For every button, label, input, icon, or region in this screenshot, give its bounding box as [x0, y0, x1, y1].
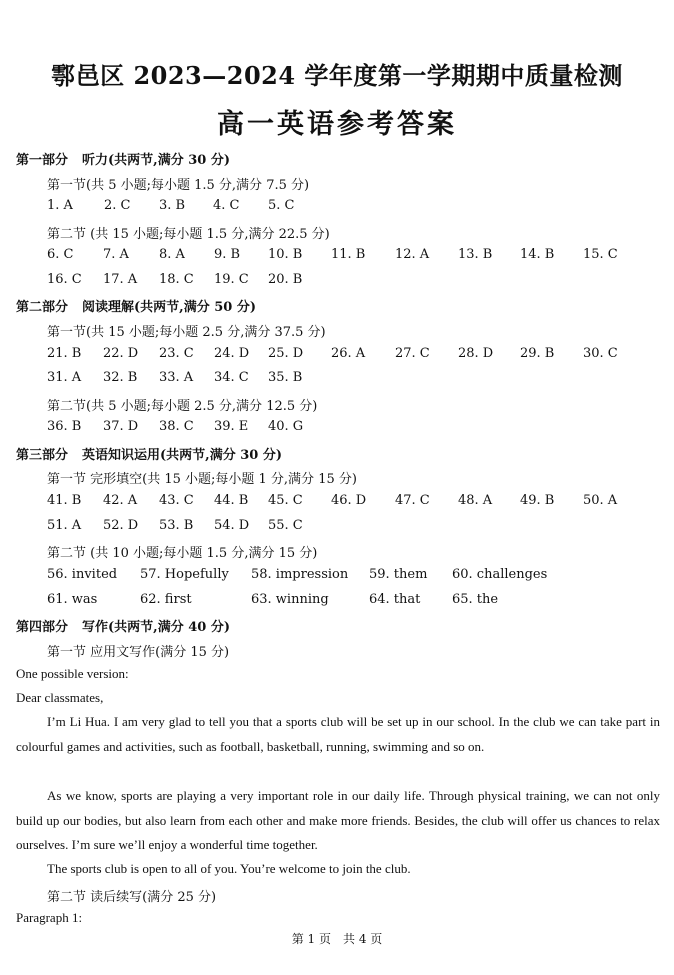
part1-desc: 听力(共两节,满分 30 分) — [82, 153, 230, 168]
answer-item: 60. challenges — [452, 567, 548, 582]
answer-item: 13. B — [458, 247, 493, 262]
part1-name: 第一部分 — [16, 153, 69, 168]
answer-item: 40. G — [268, 419, 304, 434]
answer-item: 56. invited — [47, 567, 118, 582]
version-label: One possible version: — [16, 666, 129, 681]
answer-item: 23. C — [159, 346, 194, 361]
answer-item: 6. C — [47, 247, 74, 262]
answer-item: 57. Hopefully — [140, 567, 229, 582]
answer-item: 63. winning — [251, 592, 329, 607]
answer-item: 24. D — [214, 346, 250, 361]
answer-item: 3. B — [159, 198, 186, 213]
answer-item: 55. C — [268, 518, 303, 533]
answer-item: 39. E — [214, 419, 249, 434]
part3-section1-heading: 第一节 完形填空(共 15 小题;每小题 1 分,满分 15 分) — [47, 472, 357, 487]
answer-item: 1. A — [47, 198, 73, 213]
part2-section1-heading: 第一节(共 15 小题;每小题 2.5 分,满分 37.5 分) — [47, 325, 326, 340]
answer-item: 65. the — [452, 592, 499, 607]
answer-item: 37. D — [103, 419, 139, 434]
answer-item: 12. A — [395, 247, 430, 262]
answer-item: 53. B — [159, 518, 194, 533]
answer-item: 25. D — [268, 346, 304, 361]
letter-paragraph-1: I’m Li Hua. I am very glad to tell you that a sports club will be set up in our school. In the club we can take part in colourful games and activities, such as football, basketball, running, swimming and so on. — [16, 714, 660, 754]
answer-item: 36. B — [47, 419, 82, 434]
answer-item: 9. B — [214, 247, 241, 262]
answer-item: 16. C — [47, 272, 82, 287]
part4-heading — [16, 616, 230, 635]
part2-desc: 阅读理解(共两节,满分 50 分) — [82, 300, 256, 315]
answer-item: 45. C — [268, 493, 303, 508]
part1-heading — [16, 149, 230, 168]
answer-item: 14. B — [520, 247, 555, 262]
page-subtitle: 高一英语参考答案 — [217, 109, 457, 140]
answer-item: 17. A — [103, 272, 138, 287]
part2-section2-heading: 第二节(共 5 小题;每小题 2.5 分,满分 12.5 分) — [47, 399, 318, 414]
answer-item: 19. C — [214, 272, 249, 287]
answer-item: 41. B — [47, 493, 82, 508]
page-title: 鄠邑区 2023—2024 学年度第一学期期中质量检测 — [51, 61, 623, 90]
answer-item: 28. D — [458, 346, 494, 361]
answer-item: 54. D — [214, 518, 250, 533]
answer-item: 44. B — [214, 493, 249, 508]
part1-section1-heading: 第一节(共 5 小题;每小题 1.5 分,满分 7.5 分) — [47, 178, 310, 193]
answer-item: 31. A — [47, 370, 82, 385]
answer-item: 5. C — [268, 198, 295, 213]
letter-paragraph-2: As we know, sports are playing a very important role in our daily life. Through physical training, we can not only build up our bodies, but also learn from each other and make more friends. Besides, the club will offer us chances to relax ourselves. I’m sure we’ll enjoy a wonderful time together. — [16, 788, 660, 852]
answer-item: 35. B — [268, 370, 303, 385]
part3-section2-heading: 第二节 (共 10 小题;每小题 1.5 分,满分 15 分) — [47, 546, 318, 561]
answer-item: 10. B — [268, 247, 303, 262]
answer-item: 33. A — [159, 370, 194, 385]
answer-item: 2. C — [104, 198, 131, 213]
answer-item: 18. C — [159, 272, 194, 287]
part1-section2-heading: 第二节 (共 15 小题;每小题 1.5 分,满分 22.5 分) — [47, 227, 330, 242]
answer-item: 26. A — [331, 346, 366, 361]
answer-item: 52. D — [103, 518, 139, 533]
answer-item: 4. C — [213, 198, 240, 213]
answer-item: 49. B — [520, 493, 555, 508]
part3-desc: 英语知识运用(共两节,满分 30 分) — [82, 448, 282, 463]
answer-item: 46. D — [331, 493, 367, 508]
answer-item: 58. impression — [251, 567, 349, 582]
answer-item: 59. them — [369, 567, 428, 582]
answer-item: 22. D — [103, 346, 139, 361]
answer-item: 34. C — [214, 370, 249, 385]
answer-item: 29. B — [520, 346, 555, 361]
answer-item: 51. A — [47, 518, 82, 533]
letter-paragraph-3: The sports club is open to all of you. You’re welcome to join the club. — [47, 861, 411, 876]
answer-item: 42. A — [103, 493, 138, 508]
answer-item: 48. A — [458, 493, 493, 508]
answer-item: 11. B — [331, 247, 366, 262]
part3-heading — [16, 444, 282, 463]
letter-greeting: Dear classmates, — [16, 690, 104, 705]
answer-item: 62. first — [140, 592, 192, 607]
part4-section2-heading: 第二节 读后续写(满分 25 分) — [47, 890, 217, 905]
answer-item: 50. A — [583, 493, 618, 508]
part4-desc: 写作(共两节,满分 40 分) — [82, 620, 230, 635]
answer-item: 43. C — [159, 493, 194, 508]
paragraph1-label: Paragraph 1: — [16, 910, 83, 925]
answer-item: 8. A — [159, 247, 185, 262]
part3-name: 第三部分 — [16, 448, 69, 463]
answer-item: 38. C — [159, 419, 194, 434]
answer-item: 7. A — [103, 247, 129, 262]
answer-item: 61. was — [47, 592, 98, 607]
page-footer: 第 1 页 共 4 页 — [291, 932, 383, 946]
answer-item: 47. C — [395, 493, 430, 508]
part2-name: 第二部分 — [16, 300, 69, 315]
answer-item: 15. C — [583, 247, 618, 262]
answer-item: 64. that — [369, 592, 421, 607]
answer-item: 21. B — [47, 346, 82, 361]
answer-item: 27. C — [395, 346, 430, 361]
part4-section1-heading: 第一节 应用文写作(满分 15 分) — [47, 645, 230, 660]
part2-heading — [16, 296, 256, 315]
answer-item: 32. B — [103, 370, 138, 385]
answer-item: 20. B — [268, 272, 303, 287]
answer-item: 30. C — [583, 346, 618, 361]
part4-name: 第四部分 — [16, 620, 69, 635]
